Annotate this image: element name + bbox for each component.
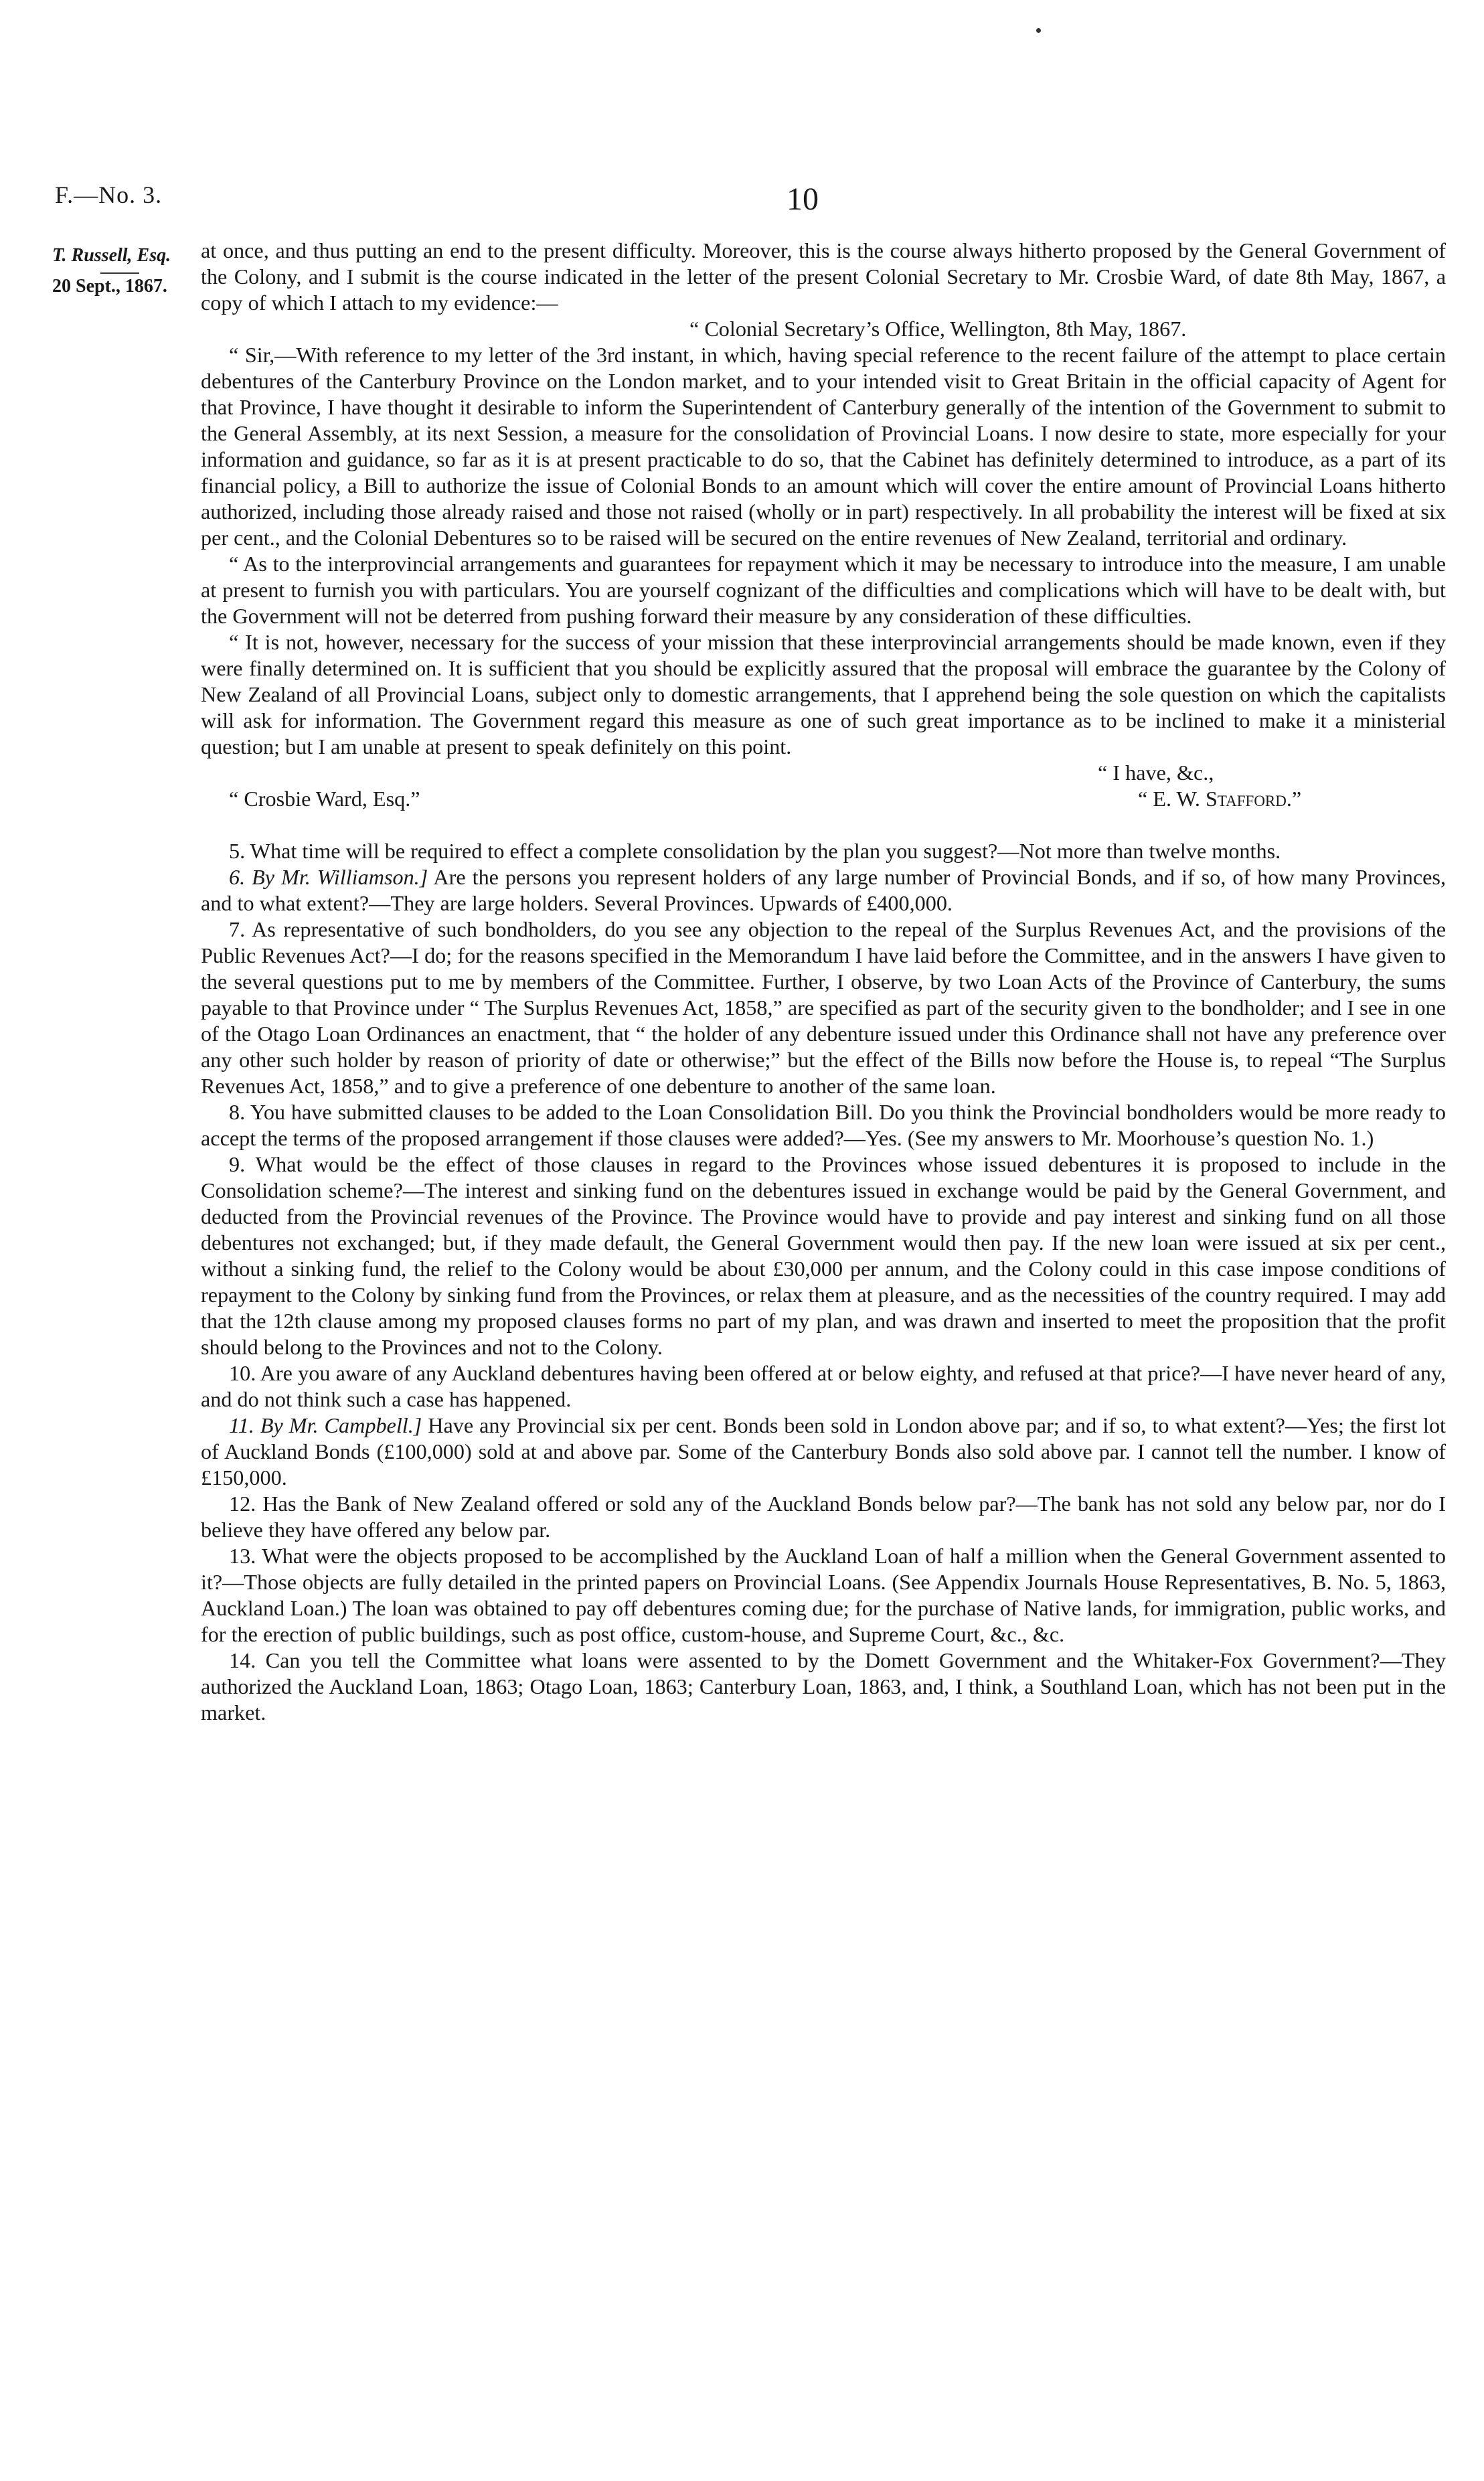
letter-addressee: “ Crosbie Ward, Esq.”: [229, 787, 420, 811]
evidence-body: [201, 238, 1446, 1726]
letter-signature: “ E. W. Stafford.”: [1138, 787, 1302, 811]
question-text: Are the persons you represent holders of any large number of Provincial Bonds, and if so, of how many Provinces, and to what extent?—They are large holders. Several Provinces. Upwards of £400,000.: [201, 865, 1446, 915]
stray-dot: [1036, 28, 1041, 33]
question-paragraph: 12. Has the Bank of New Zealand offered or sold any of the Auckland Bonds below par?—The bank has not sold any below par, nor do I believe they have offered any below par.: [201, 1492, 1446, 1542]
question-label: 11. By Mr. Campbell.]: [229, 1413, 422, 1437]
letter-paragraph: “ Sir,—With reference to my letter of the 3rd instant, in which, having special reference to the recent failure of the attempt to place certain debentures of the Canterbury Province on the London market, and to your intended visit to Great Britain in the official capacity of Agent for that Province, I have thought it desirable to inform the Superintendent of Canterbury generally of the intention of the Government to submit to the General Assembly, at its next Session, a measure for the consolidation of Provincial Loans. I now desire to state, more especially for your information and guidance, so far as it is at present practicable to do so, that the Cabinet has definitely determined to introduce, as a part of its financial policy, a Bill to authorize the issue of Colonial Bonds to an amount which will cover the entire amount of Provincial Loans hitherto authorized, including those already raised and those not raised (wholly or in part) respectively. In all probability the interest will be fixed at six per cent., and the Colonial Debentures so to be raised will be secured on the entire revenues of New Zealand, territorial and ordinary.: [201, 343, 1446, 550]
letter-signature-row: [201, 786, 1446, 812]
letter-heading: “ Colonial Secretary’s Office, Wellington, 8th May, 1867.: [689, 317, 1187, 341]
question-paragraph: [201, 864, 1446, 916]
question-label: 6. By Mr. Williamson.]: [229, 865, 428, 889]
question-paragraph: [201, 1413, 1446, 1491]
question-paragraph: 10. Are you aware of any Auckland debentures having been offered at or below eighty, and refused at that price?—I have never heard of any, and do not think such a case has happened.: [201, 1361, 1446, 1411]
letter-closing: “ I have, &c.,: [1098, 761, 1214, 785]
letter-paragraph: “ It is not, however, necessary for the success of your mission that these interprovincial arrangements should be made known, even if they were finally determined on. It is sufficient that you should be explicitly assured that the proposal will embrace the guarantee by the Colony of New Zealand of all Provincial Loans, subject only to domestic arrangements, that I apprehend being the sole question on which the capitalists will ask for information. The Government regard this measure as one of such great importance as to be inclined to make it a ministerial question; but I am unable at present to speak definitely on this point.: [201, 630, 1446, 758]
letter-closing-row: [201, 760, 1446, 786]
question-paragraph: 9. What would be the effect of those clauses in regard to the Provinces whose issued debentures it is proposed to include in the Consolidation scheme?—The interest and sinking fund on the debentures issued in exchange would be paid by the General Government, and deducted from the Provincial revenues of the Province. The Province would have to provide and pay interest and sinking fund on all those debentures not exchanged; but, if they made default, the General Government would then pay. If the new loan were issued at six per cent., without a sinking fund, the relief to the Colony would be about £30,000 per annum, and the Colony could in this case impose conditions of repayment to the Colony by sinking fund from the Provinces, or relax them at pleasure, and as the necessities of the country required. I may add that the 12th clause among my proposed clauses forms no part of my plan, and was drawn and inserted to meet the proposition that the profit should belong to the Provinces and not to the Colony.: [201, 1152, 1446, 1359]
intro-paragraph: at once, and thus putting an end to the present difficulty. Moreover, this is the course always hitherto proposed by the General Government of the Colony, and I submit is the course indicated in the letter of the present Colonial Secretary to Mr. Crosbie Ward, of date 8th May, 1867, a copy of which I attach to my evidence:—: [201, 238, 1446, 315]
question-paragraph: 7. As representative of such bondholders, do you see any objection to the repeal of the Surplus Revenues Act, and the provisions of the Public Revenues Act?—I do; for the reasons specified in the Memorandum I have laid before the Committee, and in the answers I have given to the several questions put to me by members of the Committee. Further, I observe, by two Loan Acts of the Province of Canterbury, the sums payable to that Province under “ The Surplus Revenues Act, 1858,” are specified as part of the security given to the bondholder; and I see in one of the Otago Loan Ordinances an enactment, that “ the holder of any debenture issued under this Ordinance shall not have any preference over any other such holder by reason of priority of date or otherwise;” but the effect of the Bills now before the House is, to repeal “The Surplus Revenues Act, 1858,” and to give a preference of one debenture to another of the same loan.: [201, 917, 1446, 1098]
question-text: Have any Provincial six per cent. Bonds been sold in London above par; and if so, to what extent?—Yes; the first lot of Auckland Bonds (£100,000) sold at and above par. Some of the Canterbury Bonds also sold above par. I cannot tell the number. I know of £150,000.: [201, 1413, 1446, 1490]
paper-reference: F.—No. 3.: [55, 181, 163, 208]
page-number: 10: [787, 181, 819, 217]
evidence-date: 20 Sept., 1867.: [52, 276, 167, 297]
witness-name: T. Russell, Esq.: [52, 245, 171, 266]
question-paragraph: 5. What time will be required to effect a complete consolidation by the plan you suggest?—Not more than twelve months.: [229, 839, 1281, 863]
margin-notes: [52, 243, 199, 299]
letter-paragraph: “ As to the interprovincial arrangements and guarantees for repayment which it may be necessary to introduce into the measure, I am unable at present to furnish you with particulars. You are yourself cognizant of the difficulties and complications which will have to be dealt with, but the Government will not be deterred from pushing forward their measure by any consideration of these difficulties.: [201, 552, 1446, 628]
question-paragraph: 8. You have submitted clauses to be added to the Loan Consolidation Bill. Do you think the Provincial bondholders would be more ready to accept the terms of the proposed arrangement if those clauses were added?—Yes. (See my answers to Mr. Moorhouse’s question No. 1.): [201, 1100, 1446, 1150]
question-paragraph: 14. Can you tell the Committee what loans were assented to by the Domett Government and the Whitaker-Fox Government?—They authorized the Auckland Loan, 1863; Otago Loan, 1863; Canterbury Loan, 1863, and, I think, a Southland Loan, which has not been put in the market.: [201, 1648, 1446, 1725]
question-paragraph: 13. What were the objects proposed to be accomplished by the Auckland Loan of half a million when the General Government assented to it?—Those objects are fully detailed in the printed papers on Provincial Loans. (See Appendix Journals House Representatives, B. No. 5, 1863, Auckland Loan.) The loan was obtained to pay off debentures coming due; for the purchase of Native lands, for immigration, public works, and for the erection of public buildings, such as post office, custom-house, and Supreme Court, &c., &c.: [201, 1544, 1446, 1646]
